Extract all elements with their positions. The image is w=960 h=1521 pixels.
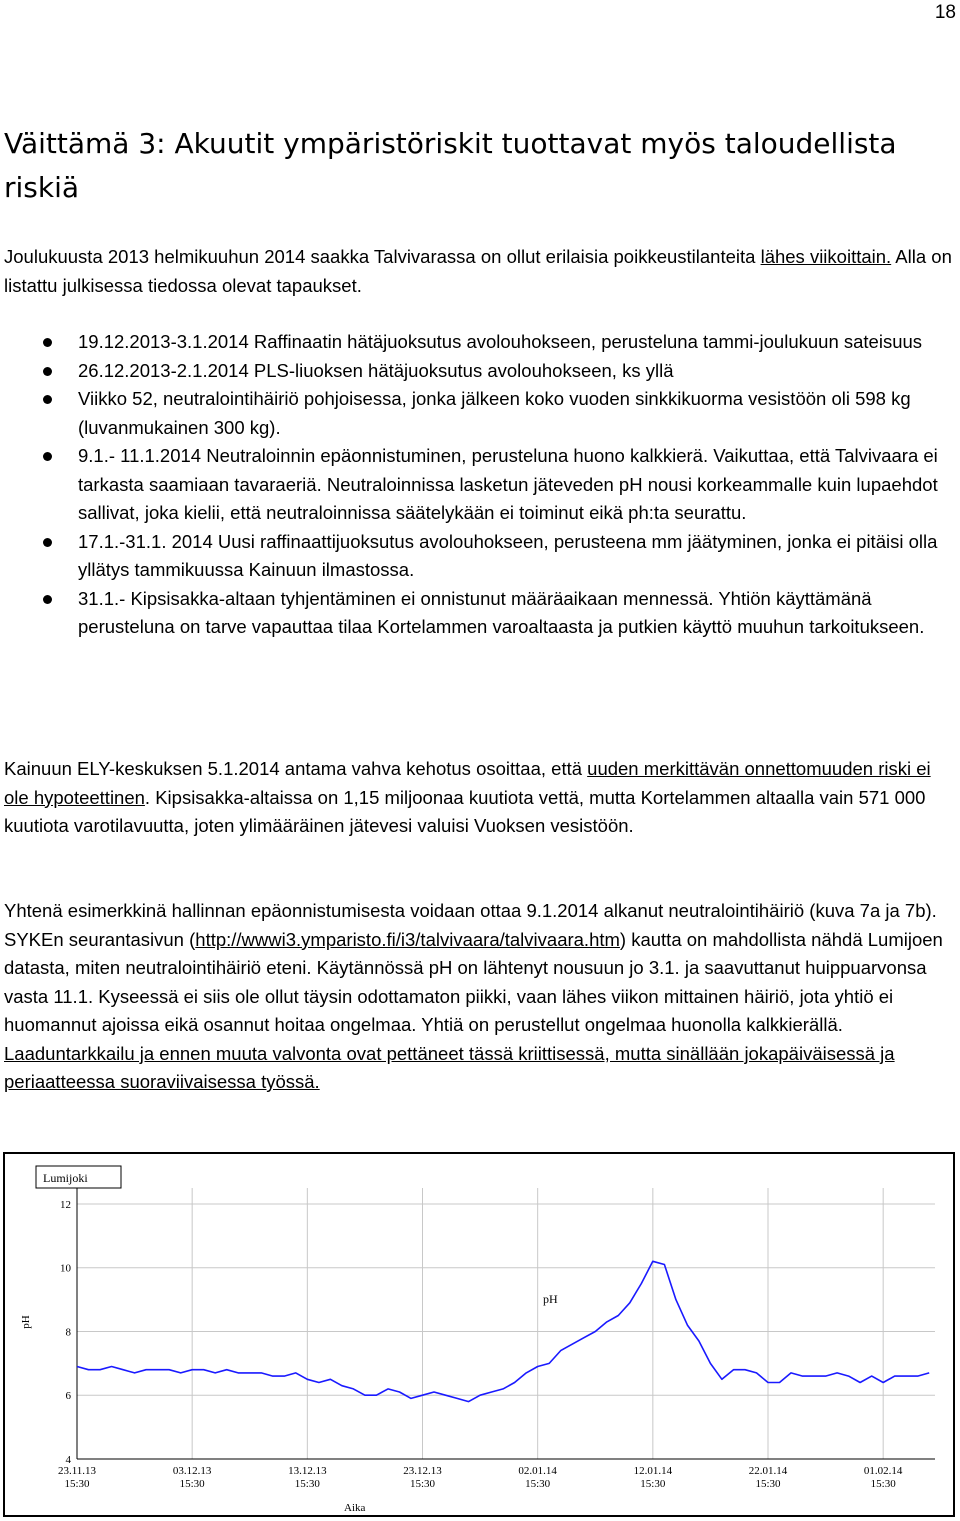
y-tick-label: 12 — [60, 1198, 71, 1211]
page-title: Väittämä 3: Akuutit ympäristöriskit tuottavat myös taloudellista riskiä — [4, 127, 897, 204]
x-axis-label: Aika — [344, 1502, 366, 1514]
x-tick-label: 02.01.14 — [518, 1465, 557, 1477]
chart-svg — [5, 1154, 953, 1515]
ph-chart — [3, 1152, 955, 1517]
y-tick-label: 10 — [60, 1262, 71, 1275]
x-tick-time-label: 15:30 — [64, 1478, 90, 1490]
chart-legend: pH — [543, 1292, 558, 1306]
x-tick-label: 13.12.13 — [288, 1465, 327, 1477]
x-tick-label: 23.12.13 — [403, 1465, 442, 1477]
x-tick-time-label: 15:30 — [755, 1478, 781, 1490]
y-tick-label: 6 — [65, 1390, 71, 1403]
x-tick-time-label: 15:30 — [525, 1478, 551, 1490]
example-paragraph — [4, 897, 956, 1097]
ely-text-end: . Kipsisakka-altaissa on 1,15 miljoonaa kuutiota vettä, mutta Kortelammen altaalla vain 571 000 kuutiota varotilavuutta, joten ylimääräinen jätevesi valuisi Vuoksen vesistöön. — [4, 786, 926, 836]
list-item: 9.1.- 11.1.2014 Neutraloinnin epäonnistuminen, perusteluna huono kalkkierä. Vaikuttaa, että Talvivaara ei tarkasta saamiaan tavaraeriä. Neutraloinnissa lasketun jäteveden pH nousi korkeammalle kuin lupaehdot sallivat, joka kielii, että neutraloinnissa säätelykään ei toiminut eikä ph:ta seurattu. — [0, 442, 956, 528]
intro-paragraph — [4, 243, 956, 300]
x-tick-label: 12.01.14 — [633, 1465, 673, 1477]
list-item: 19.12.2013-3.1.2014 Raffinaatin hätäjuoksutus avolouhokseen, perusteluna tammi-joulukuun sateisuus — [0, 328, 956, 357]
chart-background — [5, 1154, 953, 1515]
list-item: Viikko 52, neutralointihäiriö pohjoisessa, jonka jälkeen koko vuoden sinkkikuorma vesistöön oli 598 kg (luvanmukainen 300 kg). — [0, 385, 956, 442]
x-tick-time-label: 15:30 — [179, 1478, 205, 1490]
x-tick-time-label: 15:30 — [294, 1478, 320, 1490]
ely-paragraph — [4, 755, 956, 841]
list-item: 26.12.2013-2.1.2014 PLS-liuoksen hätäjuoksutus avolouhokseen, ks yllä — [0, 357, 956, 386]
x-tick-time-label: 15:30 — [409, 1478, 436, 1490]
ely-text: Kainuun ELY-keskuksen 5.1.2014 antama vahva kehotus osoittaa, että — [4, 758, 588, 779]
page-number: 18 — [934, 2, 956, 23]
y-tick-label: 4 — [65, 1454, 71, 1466]
y-axis-label: pH — [20, 1315, 32, 1329]
x-tick-label: 01.02.14 — [863, 1465, 903, 1477]
x-tick-label: 03.12.13 — [172, 1465, 212, 1477]
y-tick-label: 8 — [65, 1326, 71, 1339]
ely-underlined: uuden merkittävän onnettomuuden riski ei ole hypoteettinen — [4, 758, 931, 808]
x-tick-time-label: 15:30 — [870, 1478, 896, 1490]
list-item: 17.1.-31.1. 2014 Uusi raffinaattijuoksutus avolouhokseen, perusteena mm jäätyminen, jonka ei pitäisi olla yllätys tammikuussa Kainuun ilmastossa. — [0, 528, 956, 585]
event-list — [0, 328, 956, 642]
intro-text-end: Alla on listattu julkisessa tiedossa olevat tapaukset. — [4, 246, 952, 296]
chart-title: Lumijoki — [43, 1171, 88, 1185]
x-tick-time-label: 15:30 — [640, 1478, 666, 1490]
syke-link[interactable]: http://wwwi3.ymparisto.fi/i3/talvivaara/talvivaara.htm — [195, 928, 620, 950]
list-item: 31.1.- Kipsisakka-altaan tyhjentäminen ei onnistunut määräaikaan mennessä. Yhtiön käyttämänä perusteluna on tarve vapauttaa tilaa Kortelammen varoaltaasta ja putkien käyttö muuhun tarkoitukseen. — [0, 585, 956, 642]
intro-text: Joulukuusta 2013 helmikuuhun 2014 saakka Talvivarassa on ollut erilaisia poikkeustilanteita — [4, 246, 761, 267]
example-text: Yhtenä esimerkkinä hallinnan epäonnistumisesta voidaan ottaa 9.1.2014 alkanut neutralointihäiriö (kuva 7a ja 7b). SYKEn seurantasivun ( — [4, 900, 937, 950]
example-text-mid: ) kautta on mahdollista nähdä Lumijoen datasta, miten neutralointihäiriö eteni. Käytännössä pH on lähtenyt nousuun jo 3.1. ja saavuttanut huippuarvonsa vasta 11.1. Kyseessä ei siis ole ollut täysin odottamaton piikki, vaan lähes viikon mittainen häiriö, jota yhtiö ei huomannut ajoissa eikä osannut hoitaa ongelmaa. Yhtiä on perustellut ongelmaa huonolla kalkkierällä. — [4, 928, 943, 1035]
x-tick-label: 22.01.14 — [748, 1465, 788, 1477]
intro-underlined: lähes viikoittain. — [760, 246, 892, 267]
example-underlined: Laaduntarkkailu ja ennen muuta valvonta ovat pettäneet tässä kriittisessä, mutta sinällään jokapäiväisessä ja periaatteessa suoraviivaisessa työssä. — [4, 1042, 895, 1092]
x-tick-label: 23.11.13 — [57, 1465, 97, 1477]
